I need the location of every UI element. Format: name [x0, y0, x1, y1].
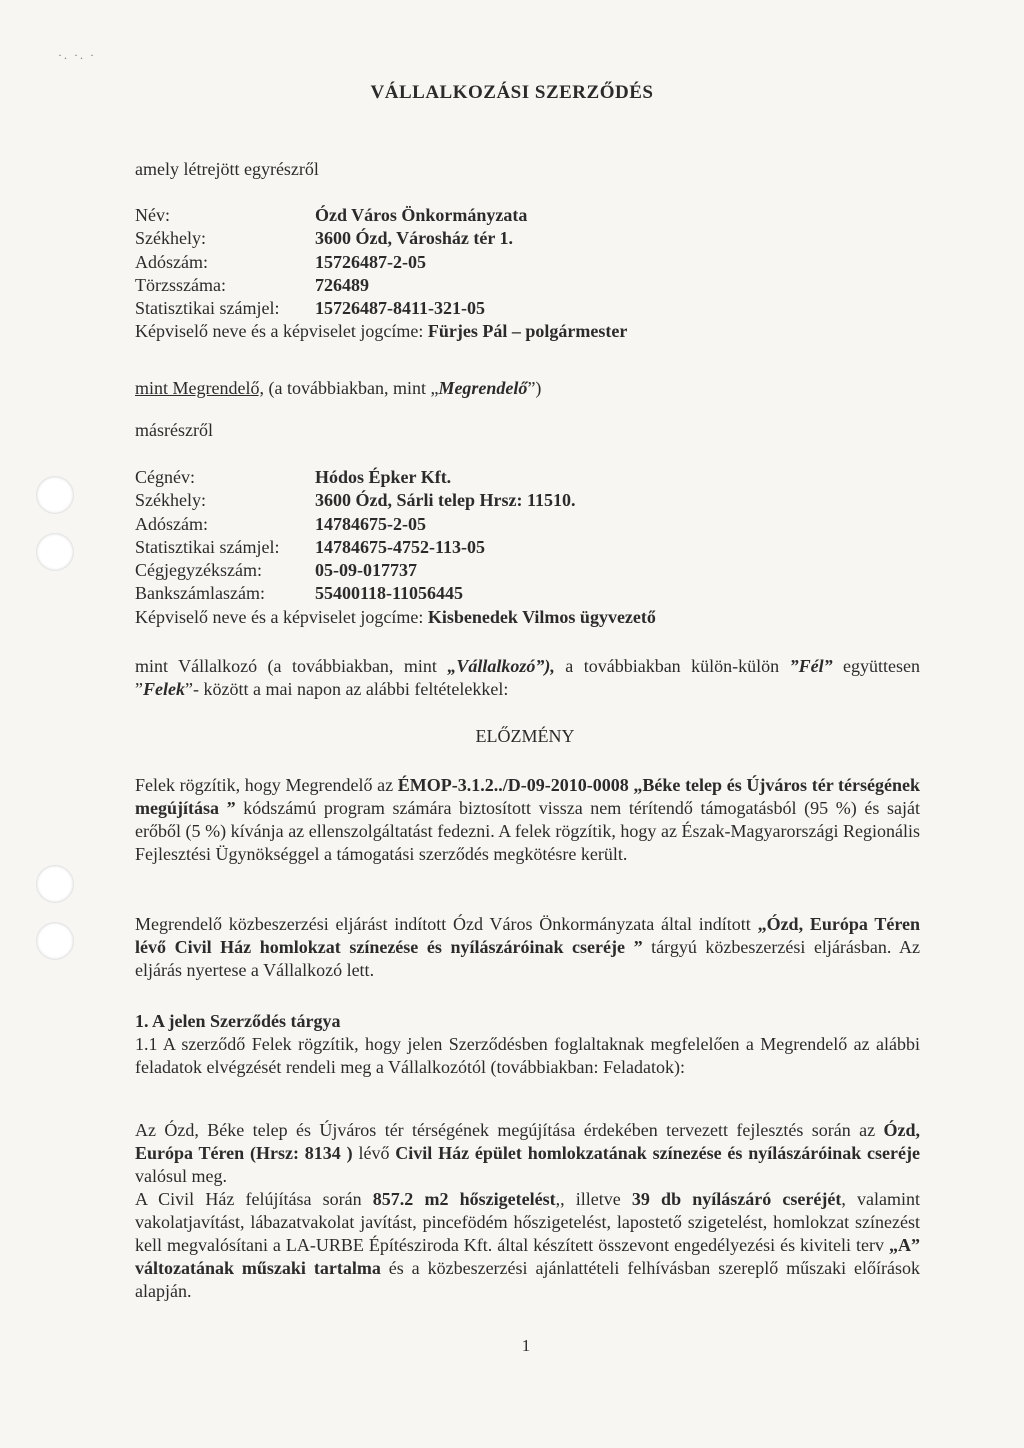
party2-row	[135, 536, 935, 559]
text-run-bold: „Vállalkozó”),	[447, 656, 555, 676]
role-name: Megrendelő	[438, 378, 528, 398]
text-run-bold: ”Fél”	[789, 656, 833, 676]
field-label: Cégnév:	[135, 467, 195, 487]
party1-role	[135, 377, 920, 400]
party2-row	[135, 489, 935, 512]
field-value: 726489	[315, 274, 369, 295]
field-value: 3600 Ózd, Városház tér 1.	[315, 228, 513, 249]
field-value: 15726487-8411-321-05	[315, 298, 485, 319]
prelim-paragraph	[135, 774, 920, 866]
text-run: és a közbeszerzési ajánlattételi felhívásban szereplő műszaki előírások alapján.	[135, 1258, 921, 1301]
project-paragraph	[135, 1119, 920, 1188]
text-run: Megrendelő közbeszerzési eljárást indított Ózd Város Önkormányzata által indított	[135, 914, 758, 934]
field-value: Hódos Épker Kft.	[315, 467, 452, 487]
party2-row	[135, 582, 935, 605]
rep-value: Kisbenedek Vilmos ügyvezető	[427, 606, 656, 627]
punch-hole	[36, 476, 74, 514]
role-rest: (a továbbiakban, mint „	[263, 378, 439, 398]
field-label: Adószám:	[135, 513, 208, 534]
page-number: 1	[521, 1336, 531, 1355]
text-run-bold: 857.2 m2 hőszigetelést	[372, 1189, 556, 1209]
text-run-bold: „Ózd, Európa Téren lévő Civil Ház homlokzat színezése és nyílászáróinak cseréje ”	[135, 914, 920, 957]
scan-speck: ·. ·. ·	[58, 48, 96, 62]
text-run: ”- között a mai napon az alábbi feltételekkel:	[185, 679, 509, 699]
section-heading: ELŐZMÉNY	[475, 726, 575, 746]
punch-hole	[36, 533, 74, 571]
field-value: 3600 Ózd, Sárli telep Hrsz: 11510.	[315, 490, 576, 511]
field-value: Ózd Város Önkormányzata	[315, 205, 528, 225]
field-value: 15726487-2-05	[315, 251, 426, 272]
role-end: ”)	[527, 378, 542, 398]
field-label: Név:	[135, 205, 170, 225]
field-value: 14784675-2-05	[315, 513, 426, 534]
text-run: , valamint vakolatjavítást, lábazatvakolat javítást, pincefödém hőszigetelést, lapostető szigetelést, homlokzat színezést kell megvalósítani a LA-URBE Építésziroda Kft. által készített összevont engedélyezési és kiviteli terv	[135, 1189, 920, 1255]
party1-rep-row	[135, 320, 935, 343]
text-run: valósul meg.	[135, 1166, 227, 1186]
other-side-text: másrészről	[135, 420, 213, 440]
clause-1-1: 1.1 A szerződő Felek rögzítik, hogy jelen Szerződésben foglaltaknak megfelelően a Megrendelő az alábbi feladatok elvégzését rendeli meg a Vállalkozótól (továbbiakban: Feladatok):	[135, 1034, 920, 1077]
text-run-bold: ÉMOP-3.1.2../D-09-2010-0008 „Béke telep és Újváros tér térségének megújítása ”	[135, 775, 920, 818]
party1-details	[135, 204, 935, 344]
text-run-bold: Ózd, Európa Téren (Hrsz: 8134 )	[135, 1120, 920, 1163]
party2-details	[135, 466, 935, 629]
party2-row	[135, 559, 935, 582]
text-run-bold: Civil Ház épület homlokzatának színezése és nyílászáróinak cseréje	[395, 1143, 920, 1163]
contractor-paragraph	[135, 655, 920, 701]
field-label: Székhely:	[135, 490, 206, 511]
text-run: A Civil Ház felújítása során	[135, 1189, 373, 1209]
field-label: Bankszámlaszám:	[135, 583, 265, 604]
party1-row	[135, 204, 935, 227]
field-label: Statisztikai számjel:	[135, 536, 280, 557]
intro-text: amely létrejött egyrészről	[135, 159, 319, 179]
field-label: Statisztikai számjel:	[135, 298, 280, 319]
party1-row	[135, 297, 935, 320]
document-title: VÁLLALKOZÁSI SZERZŐDÉS	[370, 82, 654, 103]
text-run: mint Vállalkozó (a továbbiakban, mint	[135, 656, 448, 676]
text-run-bold: Felek	[143, 679, 185, 699]
field-label: Törzsszáma:	[135, 274, 226, 295]
text-run: tárgyú közbeszerzési eljárásban. Az eljárás nyertese a Vállalkozó lett.	[135, 937, 920, 980]
field-value: 05-09-017737	[315, 560, 417, 581]
party2-rep-row	[135, 606, 935, 629]
text-run: ,, illetve	[555, 1189, 632, 1209]
text-run: kódszámú program számára biztosított vissza nem térítendő támogatásból (95 %) és saját erőből (5 %) kívánja az ellenszolgáltatást fedezni. A felek rögzítik, hogy az Észak-Magyarországi Regionális Fejlesztési Ügynökséggel a támogatási szerződés megkötésre került.	[135, 798, 920, 864]
field-label: Cégjegyzékszám:	[135, 560, 262, 581]
field-label: Adószám:	[135, 251, 208, 272]
party1-row	[135, 274, 935, 297]
tender-paragraph	[135, 913, 920, 982]
party2-row	[135, 513, 935, 536]
text-run-bold: „A” változatának műszaki tartalma	[135, 1235, 920, 1278]
field-value: 14784675-4752-113-05	[315, 536, 485, 557]
renovation-paragraph	[135, 1188, 920, 1303]
punch-hole	[36, 922, 74, 960]
punch-hole	[36, 865, 74, 903]
text-run-bold: 39 db nyílászáró cseréjét	[631, 1189, 842, 1209]
party2-row	[135, 466, 935, 489]
rep-label: Képviselő neve és a képviselet jogcíme:	[135, 606, 424, 627]
rep-value: Fürjes Pál – polgármester	[427, 321, 628, 342]
field-value: 55400118-11056445	[315, 583, 464, 604]
section1-heading: 1. A jelen Szerződés tárgya	[135, 1011, 341, 1031]
text-run: Felek rögzítik, hogy Megrendelő az	[135, 775, 398, 795]
text-run: lévő	[352, 1143, 396, 1163]
text-run: a továbbiakban külön-külön	[554, 656, 790, 676]
party1-row	[135, 251, 935, 274]
text-run: együttesen ”	[135, 656, 920, 699]
role-underlined: mint Megrendelő,	[135, 378, 264, 398]
party1-row	[135, 227, 935, 250]
field-label: Székhely:	[135, 228, 206, 249]
text-run: Az Ózd, Béke telep és Újváros tér térségének megújítása érdekében tervezett fejlesztés során az	[135, 1120, 884, 1140]
rep-label: Képviselő neve és a képviselet jogcíme:	[135, 321, 424, 342]
